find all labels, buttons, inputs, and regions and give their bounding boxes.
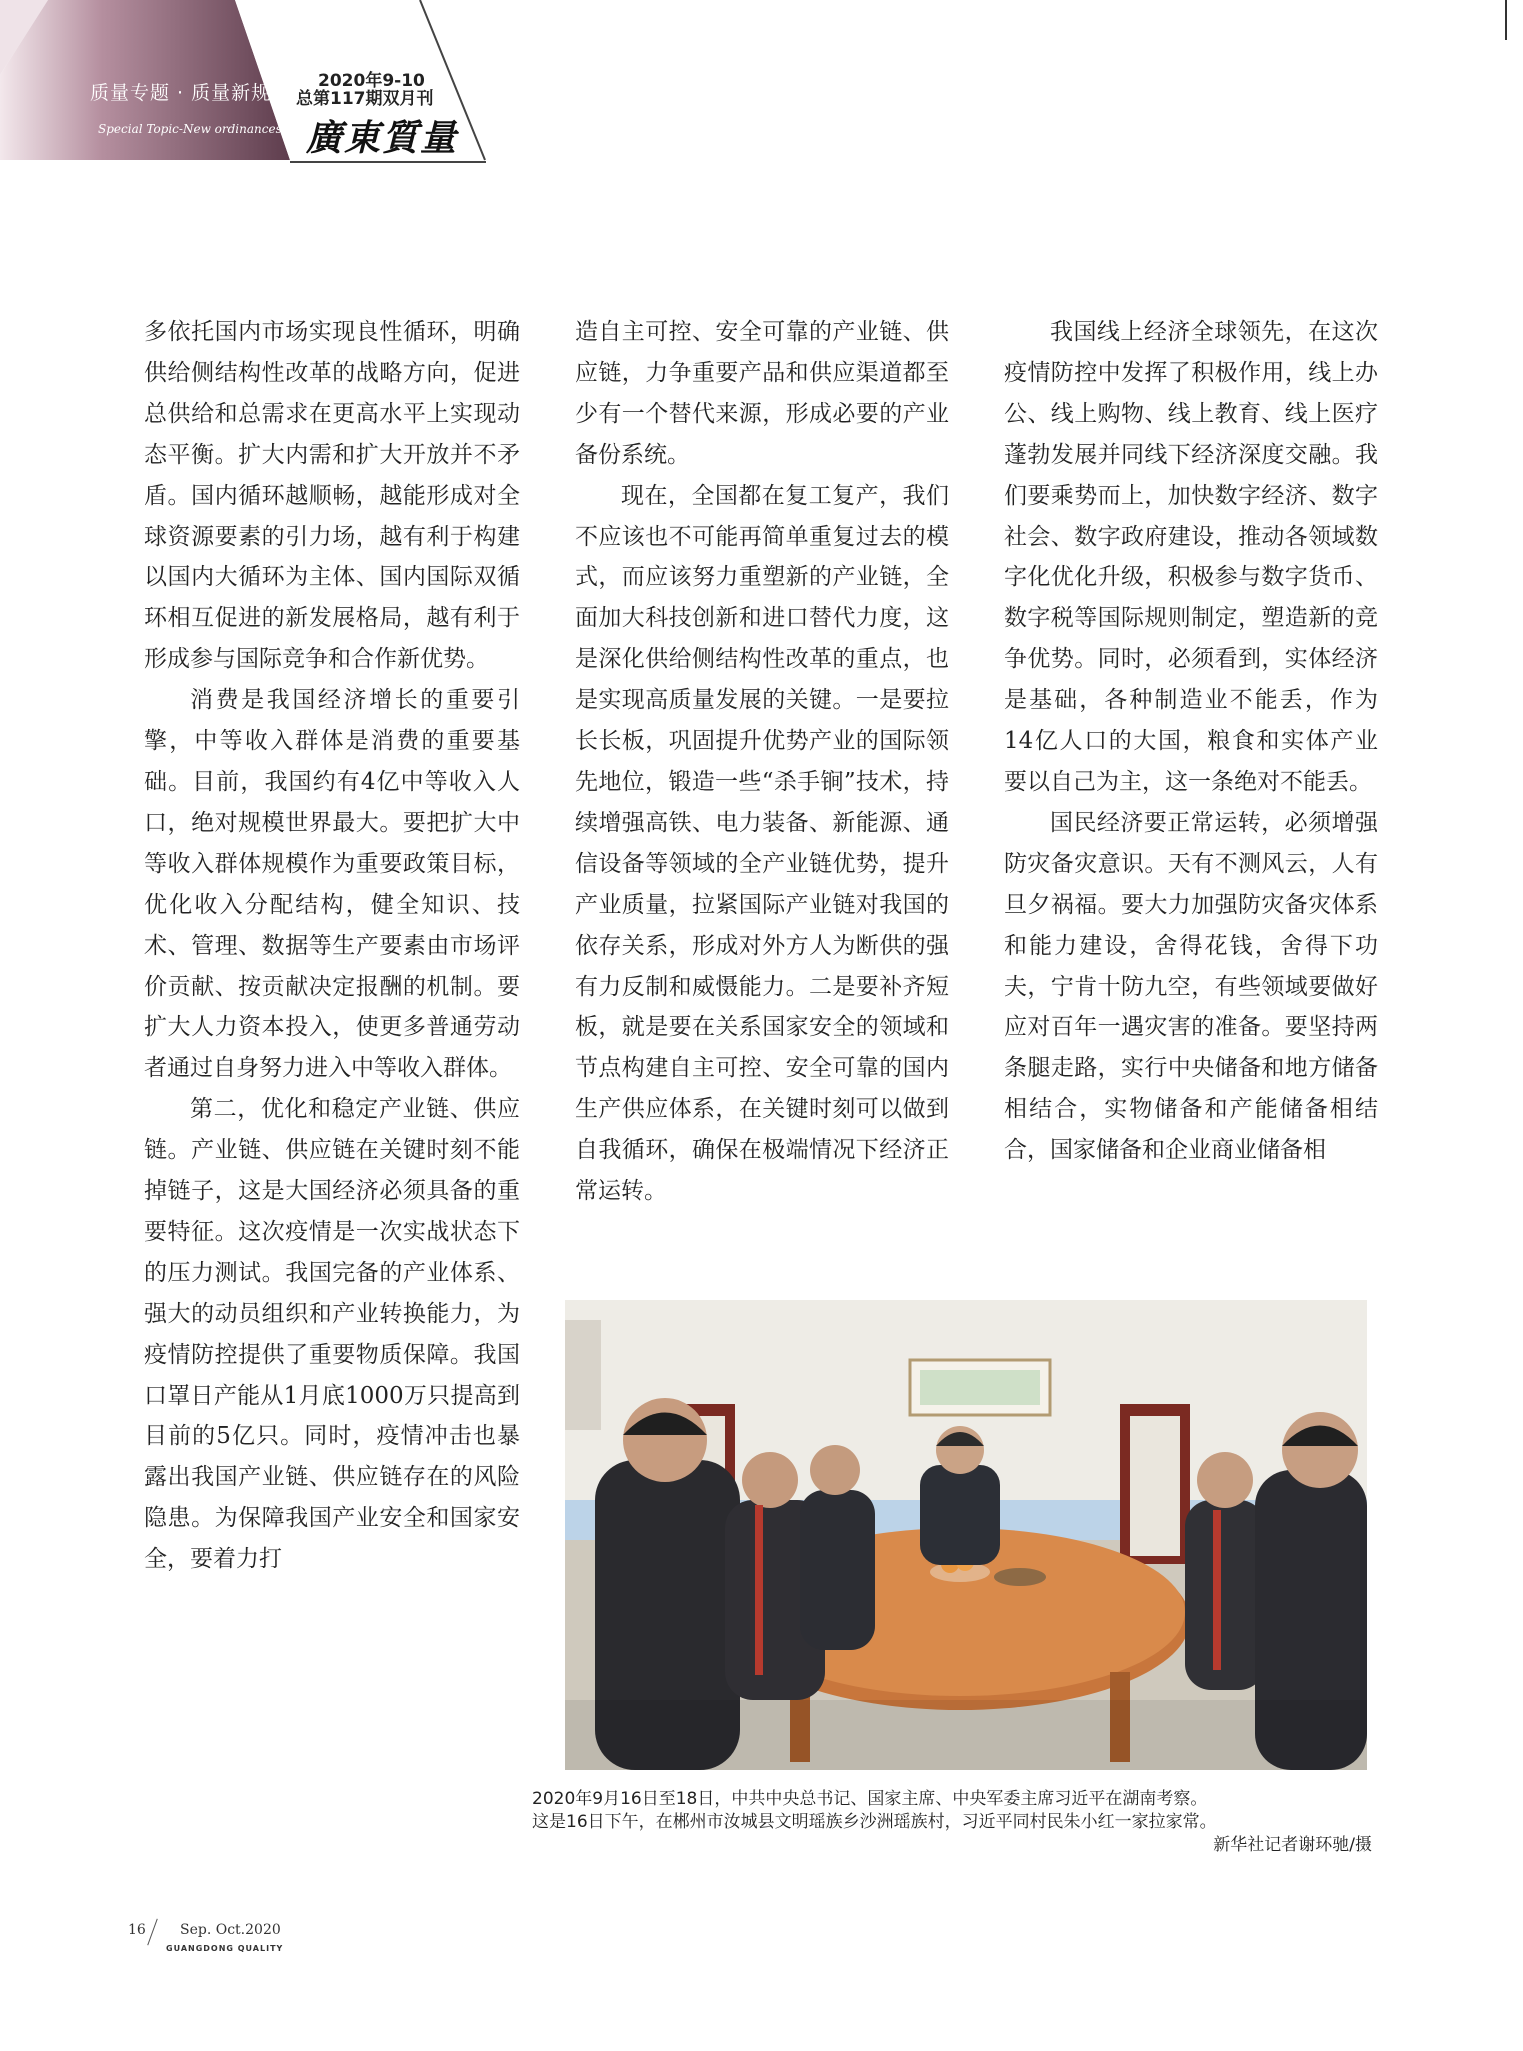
paragraph: 我国线上经济全球领先，在这次疫情防控中发挥了积极作用，线上办公、线上购物、线上教育、线上医疗蓬勃发展并同线下经济深度交融。我们要乘势而上，加快数字经济、数字社会、数字政府建设，推动各领域数字化优化升级，积极参与数字货币、数字税等国际规则制定，塑造新的竞争优势。同时，必须看到，实体经济是基础，各种制造业不能丢，作为14亿人口的大国，粮食和实体产业要以自己为主，这一条绝对不能丢。 [1004,319,1378,795]
caption-line-1: 2020年9月16日至18日，中共中央总书记、国家主席、中央军委主席习近平在湖南考察。 [532,1789,1208,1809]
header-section-title: 质量专题 · 质量新规 [90,82,272,104]
photo-caption [532,1788,1392,1857]
paragraph: 国民经济要正常运转，必须增强防灾备灾意识。天有不测风云，人有旦夕祸福。要大力加强防灾备灾体系和能力建设，舍得花钱，舍得下功夫，宁肯十防九空，有些领域要做好应对百年一遇灾害的准备。要坚持两条腿走路，实行中央储备和地方储备相结合，实物储备和产能储备相结合，国家储备和企业商业储备相 [1004,809,1378,1164]
text-column-3 [1004,312,1378,1171]
text-column-2 [575,312,949,1212]
paragraph: 消费是我国经济增长的重要引擎，中等收入群体是消费的重要基础。目前，我国约有4亿中等收入人口，绝对规模世界最大。要把扩大中等收入群体规模作为重要政策目标，优化收入分配结构，健全知识、技术、管理、数据等生产要素由市场评价贡献、按贡献决定报酬的机制。要扩大人力资本投入，使更多普通劳动者通过自身努力进入中等收入群体。 [144,687,520,1082]
caption-line-2: 这是16日下午，在郴州市汝城县文明瑶族乡沙洲瑶族村，习近平同村民朱小红一家拉家常。 [532,1812,1217,1832]
top-right-rule [1505,0,1507,40]
header-issue-date: 2020年9-10 [318,71,425,91]
footer-publication: GUANGDONG QUALITY [166,1944,284,1953]
header-section-english: Special Topic-New ordinances [98,122,282,136]
text-column-1 [144,312,520,1580]
header-issue-number: 总第117期双月刊 [296,89,434,109]
page-header [0,0,490,165]
paragraph: 现在，全国都在复工复产，我们不应该也不可能再简单重复过去的模式，而应该努力重塑新的产业链，全面加大科技创新和进口替代力度，这是深化供给侧结构性改革的重点，也是实现高质量发展的关键。一是要拉长长板，巩固提升优势产业的国际领先地位，锻造一些“杀手锏”技术，持续增强高铁、电力装备、新能源、通信设备等领域的全产业链优势，提升产业质量，拉紧国际产业链对我国的依存关系，形成对外方人为断供的强有力反制和威慑能力。二是要补齐短板，就是要在关系国家安全的领域和节点构建自主可控、安全可靠的国内生产供应体系，在关键时刻可以做到自我循环，确保在极端情况下经济正常运转。 [575,482,949,1205]
caption-credit: 新华社记者谢环驰/摄 [1213,1835,1372,1855]
paragraph: 多依托国内市场实现良性循环，明确供给侧结构性改革的战略方向，促进总供给和总需求在更高水平上实现动态平衡。扩大内需和扩大开放并不矛盾。国内循环越顺畅，越能形成对全球资源要素的引力场，越有利于构建以国内大循环为主体、国内国际双循环相互促进的新发展格局，越有利于形成参与国际竞争和合作新优势。 [144,319,520,673]
page-number: 16 [128,1922,146,1938]
news-photo [565,1300,1367,1770]
magazine-name: 廣東質量 [306,117,459,159]
photo-illustration [565,1300,1367,1770]
footer-slash [147,1919,158,1946]
footer-date: Sep. Oct.2020 [180,1922,281,1938]
paragraph: 造自主可控、安全可靠的产业链、供应链，力争重要产品和供应渠道都至少有一个替代来源，形成必要的产业备份系统。 [575,319,949,468]
paragraph: 第二，优化和稳定产业链、供应链。产业链、供应链在关键时刻不能掉链子，这是大国经济必须具备的重要特征。这次疫情是一次实战状态下的压力测试。我国完备的产业体系、强大的动员组织和产业转换能力，为疫情防控提供了重要物质保障。我国口罩日产能从1月底1000万只提高到目前的5亿只。同时，疫情冲击也暴露出我国产业链、供应链存在的风险隐患。为保障我国产业安全和国家安全，要着力打 [144,1096,520,1573]
